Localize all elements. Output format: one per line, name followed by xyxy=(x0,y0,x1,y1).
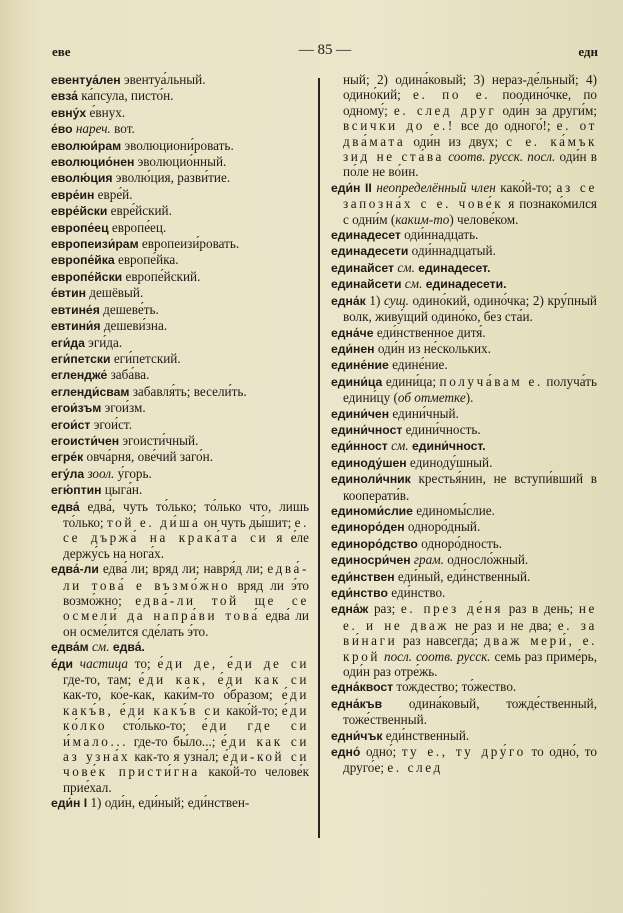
dictionary-entry xyxy=(51,203,309,219)
entry-headword: егои́зъм xyxy=(51,401,102,416)
translation-text: еди́нство. xyxy=(387,585,446,600)
example-phrase: е. през де́ня xyxy=(400,601,504,617)
translation-text: получа́ть едини́цу ( xyxy=(343,373,597,406)
dictionary-entry xyxy=(331,72,597,180)
translation-text: европе́йский. xyxy=(122,268,201,284)
dictionary-entry xyxy=(51,285,309,301)
translation-text: оди́ннадцать. xyxy=(400,227,479,243)
translation-text: ). xyxy=(465,390,474,406)
translation-text: все до одного́!; xyxy=(454,118,557,134)
dictionary-entry xyxy=(51,220,309,236)
translation-text: я познако́мился с одни́м ( xyxy=(343,196,597,227)
example-phrase: едва́-ли той ще се осмели́ да напра́ви това́ xyxy=(63,593,309,624)
translation-text: то́ждество; то́жество. xyxy=(393,679,517,695)
entry-headword: една́ж xyxy=(331,602,369,617)
entry-headword: една́квост xyxy=(331,680,394,695)
column-divider xyxy=(318,78,320,838)
entry-headword: единосри́чен xyxy=(331,553,411,568)
example-phrase: е. след друг xyxy=(393,102,497,118)
dictionary-entry xyxy=(331,243,597,259)
dictionary-entry xyxy=(331,744,597,776)
cross-reference: единадесет. xyxy=(414,260,491,275)
dictionary-entry xyxy=(331,260,597,276)
dictionary-entry xyxy=(331,422,597,438)
translation-text: эволю́ция, разви́тие. xyxy=(112,170,231,186)
translation-text: раз навсегда́; xyxy=(397,633,484,649)
translation-text: одноро́дность. xyxy=(417,535,503,551)
dictionary-entry xyxy=(331,406,597,422)
translation-text: дешеви́зна. xyxy=(100,318,168,334)
translation-text: овча́рня, ове́чий заго́н. xyxy=(83,449,214,465)
entry-headword: е́втин xyxy=(51,286,86,301)
dictionary-entry xyxy=(331,519,597,535)
translation-text: заба́ва. xyxy=(107,367,150,383)
entry-headword: единоро́ден xyxy=(331,520,405,535)
grammar-label: см. xyxy=(401,276,423,292)
entry-headword: европе́йски xyxy=(51,269,123,284)
dictionary-entry xyxy=(51,138,309,154)
entry-headword: егленди́свам xyxy=(51,384,130,399)
example-phrase: е. за ви́наги xyxy=(343,617,598,649)
translation-text: эгои́ст. xyxy=(90,416,132,432)
entry-headword: егу́ла xyxy=(51,466,85,481)
entry-headword: единоду́шен xyxy=(331,455,407,470)
dictionary-entry xyxy=(51,318,309,334)
dictionary-entry xyxy=(331,696,597,728)
dictionary-entry xyxy=(51,236,309,252)
grammar-label: каким-то xyxy=(395,211,450,227)
example-phrase: е́ди ко́лко xyxy=(63,702,309,734)
translation-text: евре́й. xyxy=(94,186,133,202)
entry-headword: единоми́слие xyxy=(331,503,413,518)
dictionary-entry xyxy=(51,121,309,137)
translation-text: я е́ле держу́сь на нога́х. xyxy=(63,530,309,561)
dictionary-entry xyxy=(51,72,309,88)
dictionary-entry xyxy=(331,227,597,243)
entry-headword: една́къв xyxy=(331,696,383,711)
dictionary-entry xyxy=(51,795,309,811)
entry-headword: еволюи́рам xyxy=(51,138,122,153)
example-phrase: едва́-ли това́ е възмо́жно xyxy=(63,561,309,593)
dictionary-entry xyxy=(331,728,597,744)
dictionary-entry xyxy=(51,639,309,655)
entry-headword: едва́м xyxy=(51,640,89,655)
translation-text: европеизи́ровать. xyxy=(138,236,240,252)
dictionary-entry xyxy=(331,276,597,292)
dictionary-entry xyxy=(331,536,597,552)
translation-text: как-то я узна́л; xyxy=(130,749,223,765)
translation-text: раз в день; xyxy=(503,601,579,617)
cross-reference: едва́. xyxy=(109,640,145,655)
translation-text: ный; 2) одина́ковый; 3) нераз-де́льный; 4) одино́кий; xyxy=(343,72,597,103)
example-phrase: всички до е.! xyxy=(343,118,455,134)
entry-headword: евтини́я xyxy=(51,319,101,334)
entry-headword: едно́ xyxy=(331,745,361,760)
entry-headword: едини́чен xyxy=(331,406,390,421)
dictionary-entry xyxy=(51,449,309,465)
entry-headword: егоисти́чен xyxy=(51,433,120,448)
entry-headword: една́к xyxy=(331,293,366,308)
translation-text: оди́ннадцатый. xyxy=(408,243,496,259)
translation-text: эги́да. xyxy=(84,334,123,350)
entry-headword: еги́да xyxy=(51,335,85,350)
grammar-label: неопределённый член xyxy=(371,179,496,195)
dictionary-entry xyxy=(331,552,597,568)
example-phrase: с е. ка́мък зид не ста́ва xyxy=(343,133,597,165)
dictionary-entry xyxy=(331,585,597,601)
entry-headword: егю́птин xyxy=(51,483,102,498)
dictionary-entry xyxy=(51,187,309,203)
entry-headword: едини́ца xyxy=(331,374,383,389)
translation-text: одина́ковый, тожде́ственный, тоже́ственный. xyxy=(343,695,597,728)
dictionary-entry xyxy=(51,482,309,498)
dictionary-entry xyxy=(331,679,597,695)
dictionary-entry xyxy=(51,656,309,796)
example-phrase: е́ди какъ́в, е́ди какъ́в си xyxy=(63,687,309,718)
translation-text: едва́ ли; вряд ли; навря́д ли; xyxy=(98,561,268,577)
entry-headword: еди́н I xyxy=(51,796,88,811)
dictionary-entry xyxy=(51,170,309,186)
translation-text: одино́кий, одино́чка; 2) кру́пный волк, живу́щий одино́ко, без ста́и. xyxy=(343,292,597,325)
translation-text: еди́нственный. xyxy=(382,727,470,743)
translation-text: дешёвый. xyxy=(85,285,144,301)
dictionary-entry xyxy=(331,293,597,325)
entry-headword: еди́нен xyxy=(331,341,375,356)
grammar-label: зоол. xyxy=(84,465,115,481)
example-phrase: аз се запозна́х с е. чове́к xyxy=(343,179,597,212)
example-phrase: е. след xyxy=(387,760,443,776)
page-number: — 85 — xyxy=(298,42,352,58)
translation-text: единомы́слие. xyxy=(412,502,495,518)
dictionary-entry xyxy=(331,374,597,406)
translation-text: како́й-то; xyxy=(222,702,282,718)
entry-headword: европеизи́рам xyxy=(51,237,139,252)
example-phrase: е́ди как си аз узна́х xyxy=(63,733,309,765)
translation-text: еги́петский. xyxy=(110,350,181,366)
translation-text: оди́н за други́м; xyxy=(496,102,597,118)
grammar-label: см. xyxy=(387,438,409,454)
example-phrase: е́ди где си и́мало... xyxy=(63,718,309,749)
entry-headword: егои́ст xyxy=(51,417,91,432)
entry-headword: едва́ xyxy=(51,499,80,514)
translation-text: ) челове́ком. xyxy=(449,211,519,227)
entry-headword: евза́ xyxy=(51,89,78,104)
translation-text: сто́лько-то; xyxy=(107,718,202,734)
dictionary-entry xyxy=(331,438,597,454)
entry-headword: единадесети xyxy=(331,244,409,259)
translation-text: дешеве́ть. xyxy=(99,301,159,317)
translation-text: 1) оди́н, еди́ный; еди́нствен- xyxy=(87,795,250,811)
running-header xyxy=(52,44,598,62)
dictionary-entry xyxy=(51,302,309,318)
dictionary-entry xyxy=(51,400,309,416)
dictionary-entry xyxy=(51,269,309,285)
example-phrase: не е. и не дваж xyxy=(343,601,597,633)
entry-headword: еги́петски xyxy=(51,351,111,366)
translation-text: не раз и не два; xyxy=(449,617,558,633)
example-phrase: ту е., ту дру́го xyxy=(401,744,526,760)
example-phrase: е́ди-кой си чове́к присти́гна xyxy=(63,749,310,780)
translation-text: поодино́чке, по одному́; xyxy=(343,87,597,118)
translation-text: како́й-то; xyxy=(495,179,557,195)
example-phrase: е́ди как, е́ди как си xyxy=(138,672,309,688)
entry-headword: евре́ин xyxy=(51,187,95,202)
entry-headword: единоро́дство xyxy=(331,536,418,551)
grammar-label: сущ. xyxy=(384,292,409,308)
cross-reference: едини́чност. xyxy=(408,439,486,454)
translation-text: е́внух. xyxy=(86,104,126,120)
translation-text: крестья́нин, не вступи́вший в кооперати́в. xyxy=(343,471,597,503)
translation-text: цыга́н. xyxy=(101,482,143,498)
dictionary-entry xyxy=(51,105,309,121)
dictionary-entry xyxy=(51,499,309,562)
translation-text: где-то, там; xyxy=(63,672,139,688)
translation-text: одноро́дный. xyxy=(404,519,481,535)
translation-text: эвентуа́льный. xyxy=(120,72,206,87)
dictionary-entry xyxy=(331,180,597,227)
dictionary-entry xyxy=(51,335,309,351)
entry-headword: еди́нност xyxy=(331,439,388,454)
dictionary-entry xyxy=(331,503,597,519)
entry-headword: евтине́я xyxy=(51,302,100,317)
grammar-label: частица xyxy=(73,655,129,671)
entry-headword: еглендже́ xyxy=(51,368,108,383)
dictionary-entry xyxy=(331,325,597,341)
translation-text: эгои́зм. xyxy=(101,400,146,416)
example-phrase: е. от два́мата xyxy=(343,118,597,149)
dictionary-entry xyxy=(51,351,309,367)
example-phrase: е. по е. xyxy=(413,87,491,103)
entry-headword: еволюцио́нен xyxy=(51,155,135,170)
dictionary-entry xyxy=(51,384,309,400)
translation-text: как-то, ко́е-как, каки́м-то о́бразом; xyxy=(63,687,282,703)
translation-text: оди́н из не́скольких. xyxy=(374,340,491,356)
entry-headword: една́че xyxy=(331,325,374,340)
grammar-label: соотв. русск. посл. xyxy=(444,149,556,165)
dictionary-entry xyxy=(331,471,597,503)
dictionary-entry xyxy=(331,357,597,373)
entry-headword: е́ди xyxy=(51,656,74,671)
translation-text: эгоисти́чный. xyxy=(119,432,199,448)
dictionary-entry xyxy=(51,417,309,433)
translation-text: вот. xyxy=(110,121,135,137)
entry-headword: единайсет xyxy=(331,260,395,275)
example-phrase: той е. ди́ша xyxy=(106,514,201,530)
right-column xyxy=(331,72,597,776)
translation-text: евре́йский. xyxy=(107,203,172,219)
translation-text: едва́, чуть то́лько; то́лько что, лишь то́лько; xyxy=(63,498,309,530)
translation-text: едине́ние. xyxy=(388,357,448,373)
dictionary-entry xyxy=(51,466,309,482)
translation-text: забавля́ть; весели́ть. xyxy=(129,383,247,399)
header-right-guideword: едн xyxy=(578,44,598,59)
entry-headword: едини́чност xyxy=(331,422,403,437)
dictionary-entry xyxy=(51,88,309,104)
header-left-guideword: еве xyxy=(52,44,71,59)
translation-text: единоду́шный. xyxy=(406,454,493,470)
example-phrase: получа́вам е. xyxy=(439,373,543,389)
entry-headword: егре́к xyxy=(51,450,84,465)
entry-headword: еволю́ция xyxy=(51,171,113,186)
translation-text: ка́псула, писто́н. xyxy=(77,88,174,104)
translation-text: оди́н в по́ле не во́ин. xyxy=(343,149,597,180)
translation-text: эволюцио́нный. xyxy=(134,154,227,170)
translation-text: односло́жный. xyxy=(443,552,529,568)
translation-text: едини́чный. xyxy=(389,405,459,421)
dictionary-entry xyxy=(51,561,309,639)
translation-text: то; xyxy=(128,655,158,671)
dictionary-entry xyxy=(331,601,597,679)
grammar-label: нареч. xyxy=(72,121,111,137)
dictionary-entry xyxy=(331,569,597,585)
dictionary-entry xyxy=(51,433,309,449)
translation-text: он чуть ды́шит; xyxy=(200,514,295,530)
translation-text: раз; xyxy=(368,601,401,617)
translation-text: еди́ный, еди́нственный. xyxy=(394,568,531,584)
entry-headword: евентуа́лен xyxy=(51,73,121,87)
translation-text: то одно́, то друго́е; xyxy=(343,744,597,776)
entry-headword: едине́ние xyxy=(331,358,389,373)
entry-headword: еди́нствен xyxy=(331,569,395,584)
translation-text: оди́н из двух; xyxy=(405,133,507,149)
grammar-label: см. xyxy=(394,259,415,275)
entry-headword: евну́х xyxy=(51,105,87,120)
dictionary-entry xyxy=(51,154,309,170)
translation-text: 1) xyxy=(365,292,385,308)
entry-headword: еди́н II xyxy=(331,180,372,195)
translation-text: едва́ ли он осме́лится сде́лать э́то. xyxy=(63,608,309,639)
entry-headword: единайсети xyxy=(331,277,402,292)
example-phrase: е́ди де, е́ди де си xyxy=(157,655,309,671)
translation-text: европе́йка. xyxy=(114,252,179,268)
grammar-label: посл. соотв. русск. xyxy=(380,648,491,664)
entry-headword: европе́йка xyxy=(51,253,115,268)
translation-text: где-то бы́ло...; xyxy=(128,733,222,749)
example-phrase: дваж мери́, е. крой xyxy=(343,633,598,664)
entry-headword: едни́чък xyxy=(331,728,383,743)
entry-headword: единоли́чник xyxy=(331,472,411,487)
entry-headword: едва́-ли xyxy=(51,562,99,577)
entry-headword: европе́ец xyxy=(51,220,109,235)
grammar-label: об отметке xyxy=(397,390,466,406)
translation-text: едини́чность. xyxy=(402,421,481,437)
translation-text: како́й-то челове́к прие́хал. xyxy=(63,764,309,795)
grammar-label: грам. xyxy=(410,552,444,568)
translation-text: европе́ец. xyxy=(108,219,167,235)
translation-text: у́горь. xyxy=(114,465,152,481)
dictionary-entry xyxy=(51,367,309,383)
entry-headword: еди́нство xyxy=(331,586,388,600)
translation-text: еди́нственное дитя́. xyxy=(373,324,486,340)
cross-reference: единадесети. xyxy=(422,277,507,292)
dictionary-entry xyxy=(331,341,597,357)
dictionary-entry xyxy=(51,252,309,268)
grammar-label: см. xyxy=(88,639,110,655)
entry-headword: единадесет xyxy=(331,228,401,243)
translation-text: едини́ца; xyxy=(382,373,440,389)
entry-headword: евре́йски xyxy=(51,204,108,219)
entry-headword: е́во xyxy=(51,122,73,137)
example-phrase: е. се държа́ на крака́та си xyxy=(63,514,309,546)
translation-text: вряд ли э́то возмо́жно; xyxy=(63,577,310,608)
dictionary-entry xyxy=(331,455,597,471)
translation-text: эволюциони́ровать. xyxy=(121,137,234,153)
translation-text: одно́; xyxy=(360,744,402,760)
translation-text: семь раз приме́рь, оди́н раз отре́жь. xyxy=(343,648,597,680)
left-column xyxy=(51,72,309,812)
